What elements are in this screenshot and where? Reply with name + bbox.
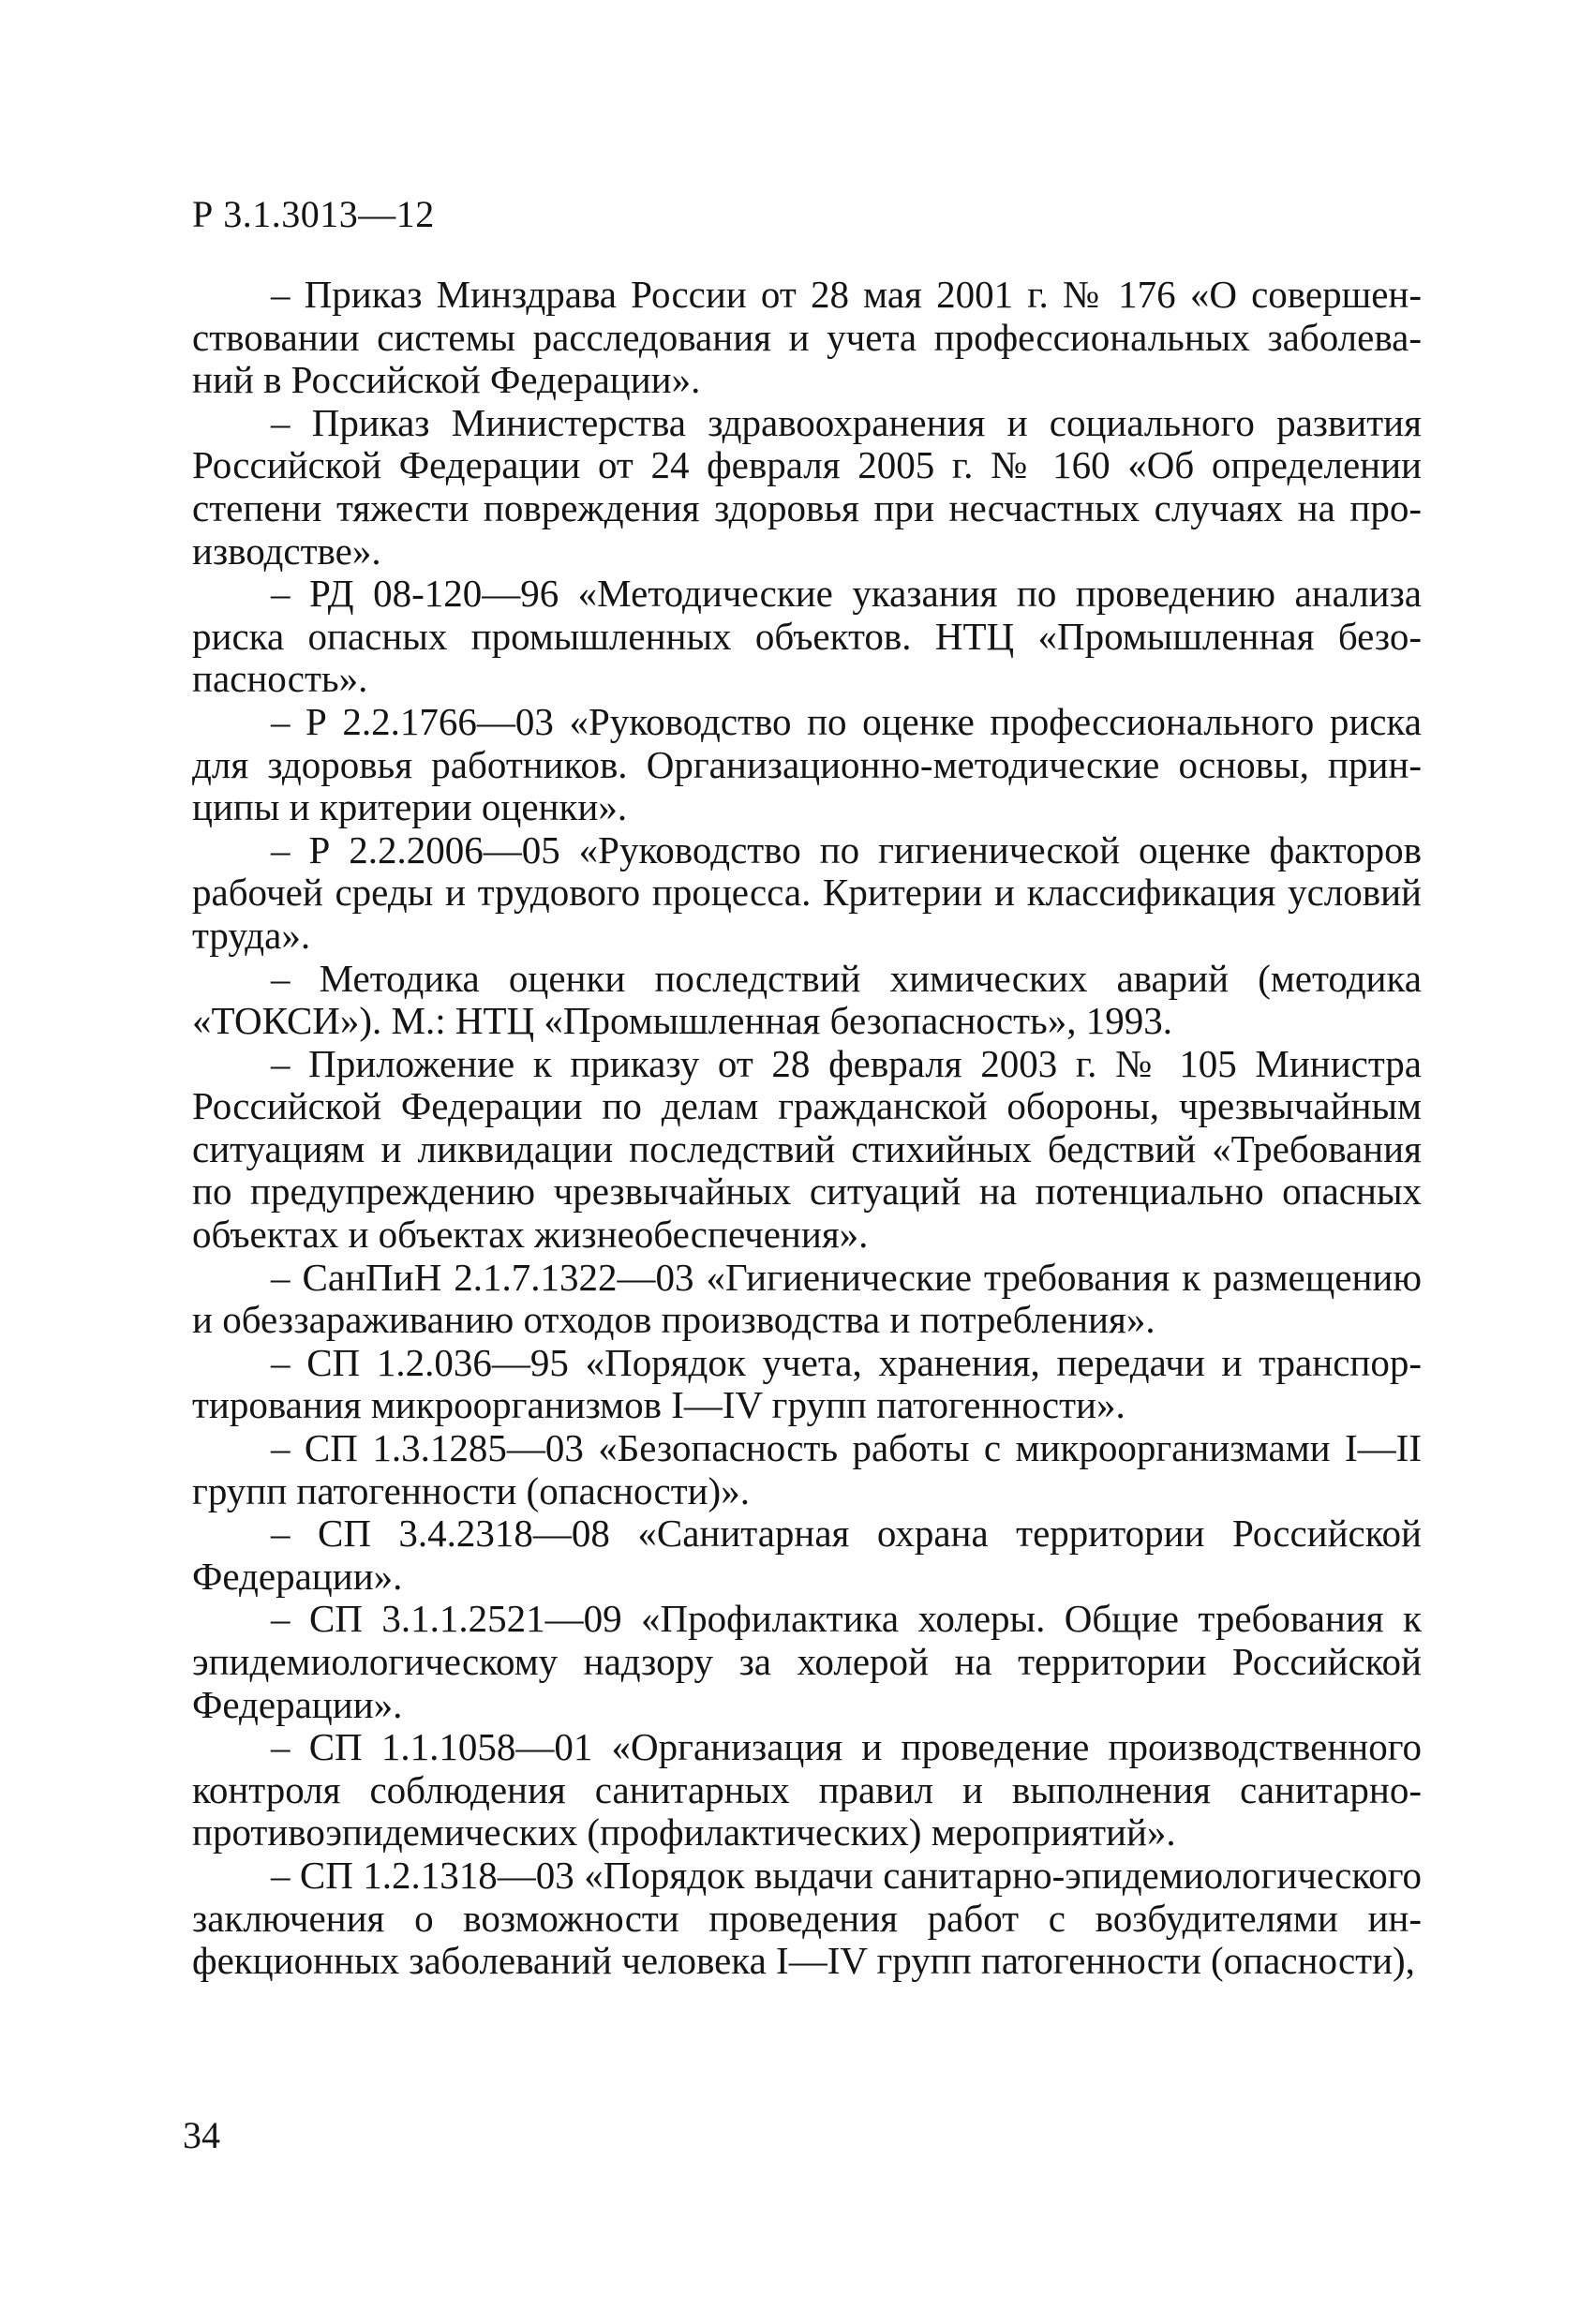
reference-item: – Р 2.2.1766—03 «Руководство по оценке профессионального риска для здоровья работников. Организационно-методические основы, принципы и критерии оценки». (192, 699, 1422, 829)
reference-item: – Приложение к приказу от 28 февраля 2003 г. № 105 Министра Российской Федерации по делам гражданской обороны, чрезвычайным ситуациям и ликвидации последствий стихийных бедствий «Требования по предупреждению чрезвычайных ситуаций на потенциально опасных объектах и объектах жизнеобеспечения». (192, 1041, 1422, 1257)
references-list (192, 274, 1422, 1983)
page-number: 34 (183, 2114, 220, 2156)
reference-item: – СП 1.2.036—95 «Порядок учета, хранения, передачи и транспортирования микроорганизмов I—IV групп патогенности». (192, 1340, 1422, 1427)
reference-item: – СП 1.1.1058—01 «Организация и проведение производственного контроля соблюдения санитарных правил и выполнения санитарно-противоэпидемических (профилактических) мероприятий». (192, 1725, 1422, 1855)
reference-item: – Методика оценки последствий химических аварий (методика «ТОКСИ»). М.: НТЦ «Промышленная безопасность», 1993. (192, 956, 1422, 1043)
reference-item: – СП 1.2.1318—03 «Порядок выдачи санитарно-эпидемиологического заключения о возможности проведения работ с возбудителями инфекционных заболеваний человека I—IV групп патогенности (опасности), (192, 1853, 1422, 1983)
reference-item: – Приказ Министерства здравоохранения и социального развития Российской Федерации от 24 февраля 2005 г. № 160 «Об определении степени тяжести повреждения здоровья при несчастных случаях на производстве». (192, 400, 1422, 573)
reference-item: – Р 2.2.2006—05 «Руководство по гигиенической оценке факторов рабочей среды и трудового процесса. Критерии и классификация условий труда». (192, 827, 1422, 957)
reference-item: – СП 1.3.1285—03 «Безопасность работы с микроорганизмами I—II групп патогенности (опасности)». (192, 1426, 1422, 1512)
reference-item: – СанПиН 2.1.7.1322—03 «Гигиенические требования к размещению и обеззараживанию отходов производства и потребления». (192, 1255, 1422, 1342)
reference-item: – СП 3.1.1.2521—09 «Профилактика холеры. Общие требования к эпидемиологическому надзору за холерой на территории Российской Федерации». (192, 1597, 1422, 1726)
reference-item: – Приказ Минздрава России от 28 мая 2001 г. № 176 «О совершенствовании системы расследования и учета профессиональных заболеваний в Российской Федерации». (192, 273, 1422, 402)
document-code: Р 3.1.3013—12 (192, 193, 435, 235)
reference-item: – СП 3.4.2318—08 «Санитарная охрана территории Российской Федерации». (192, 1512, 1422, 1598)
reference-item: – РД 08-120—96 «Методические указания по проведению анализа риска опасных промышленных объектов. НТЦ «Промышленная безопасность». (192, 572, 1422, 701)
